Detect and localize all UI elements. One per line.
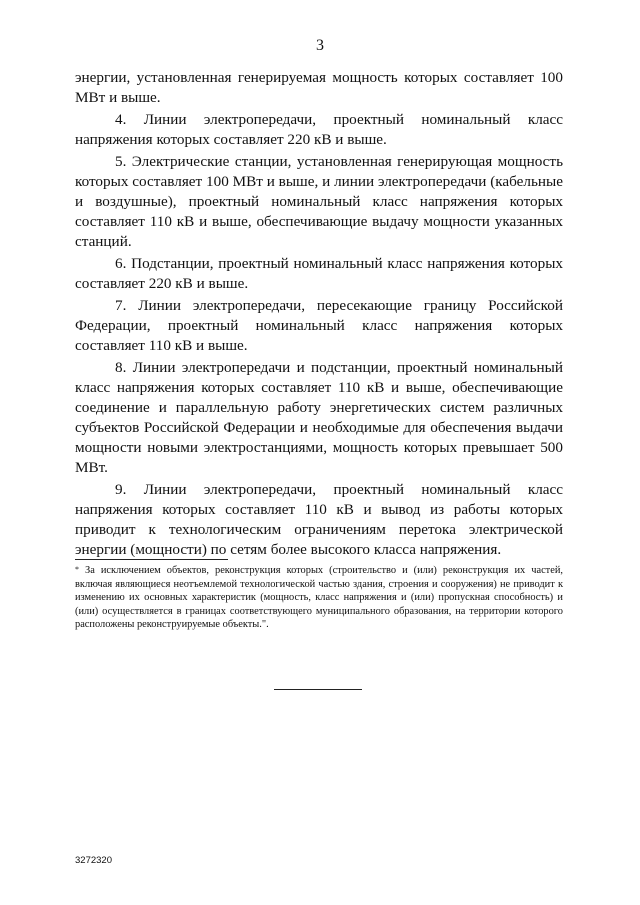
footnote-text: За исключением объектов, реконструкция которых (строительство и (или) реконструкция их частей, включая являющиеся неотъемлемой технологической частью здания, строения и сооружения) не приводит к изменению их основных характеристик (мощность, класс напряжения и (или) пропускная способность) и (или) осуществляется в границах соответствующего муниципального образования, на территории которого расположены реконструируемые объекты.". (75, 565, 563, 631)
document-body (75, 68, 563, 562)
document-code: 3272320 (75, 855, 112, 866)
paragraph-item-7: 7. Линии электропередачи, пересекающие границу Российской Федерации, проектный номинальный класс напряжения которых составляет 110 кВ и выше. (75, 297, 563, 354)
footnote (75, 564, 563, 632)
paragraph-item-9: 9. Линии электропередачи, проектный номинальный класс напряжения которых составляет 110 кВ и вывод из работы которых приводит к технологическим ограничениям перетока электрической энергии (мощности) по сетям более высокого класса напряжения. (75, 481, 563, 558)
page-number: 3 (316, 37, 324, 54)
footnote-separator (75, 559, 228, 560)
paragraph-item-4: 4. Линии электропередачи, проектный номинальный класс напряжения которых составляет 220 кВ и выше. (75, 111, 563, 148)
paragraph-item-5: 5. Электрические станции, установленная генерирующая мощность которых составляет 100 МВт и выше, и линии электропередачи (кабельные и воздушные), проектный номинальный класс напряжения которых составляет 110 кВ и выше, обеспечивающие выдачу мощности указанных станций. (75, 153, 563, 250)
paragraph-continuation: энергии, установленная генерируемая мощность которых составляет 100 МВт и выше. (75, 69, 563, 106)
paragraph-item-6: 6. Подстанции, проектный номинальный класс напряжения которых составляет 220 кВ и выше. (75, 255, 563, 292)
footnote-mark: * (75, 565, 79, 574)
paragraph-item-8: 8. Линии электропередачи и подстанции, проектный номинальный класс напряжения которых составляет 110 кВ и выше, обеспечивающие соединение и параллельную работу энергетических систем различных субъектов Российской Федерации и необходимые для обеспечения выдачи мощности новыми электростанциями, мощность которых превышает 500 МВт. (75, 359, 563, 476)
end-of-text-rule (274, 689, 362, 690)
